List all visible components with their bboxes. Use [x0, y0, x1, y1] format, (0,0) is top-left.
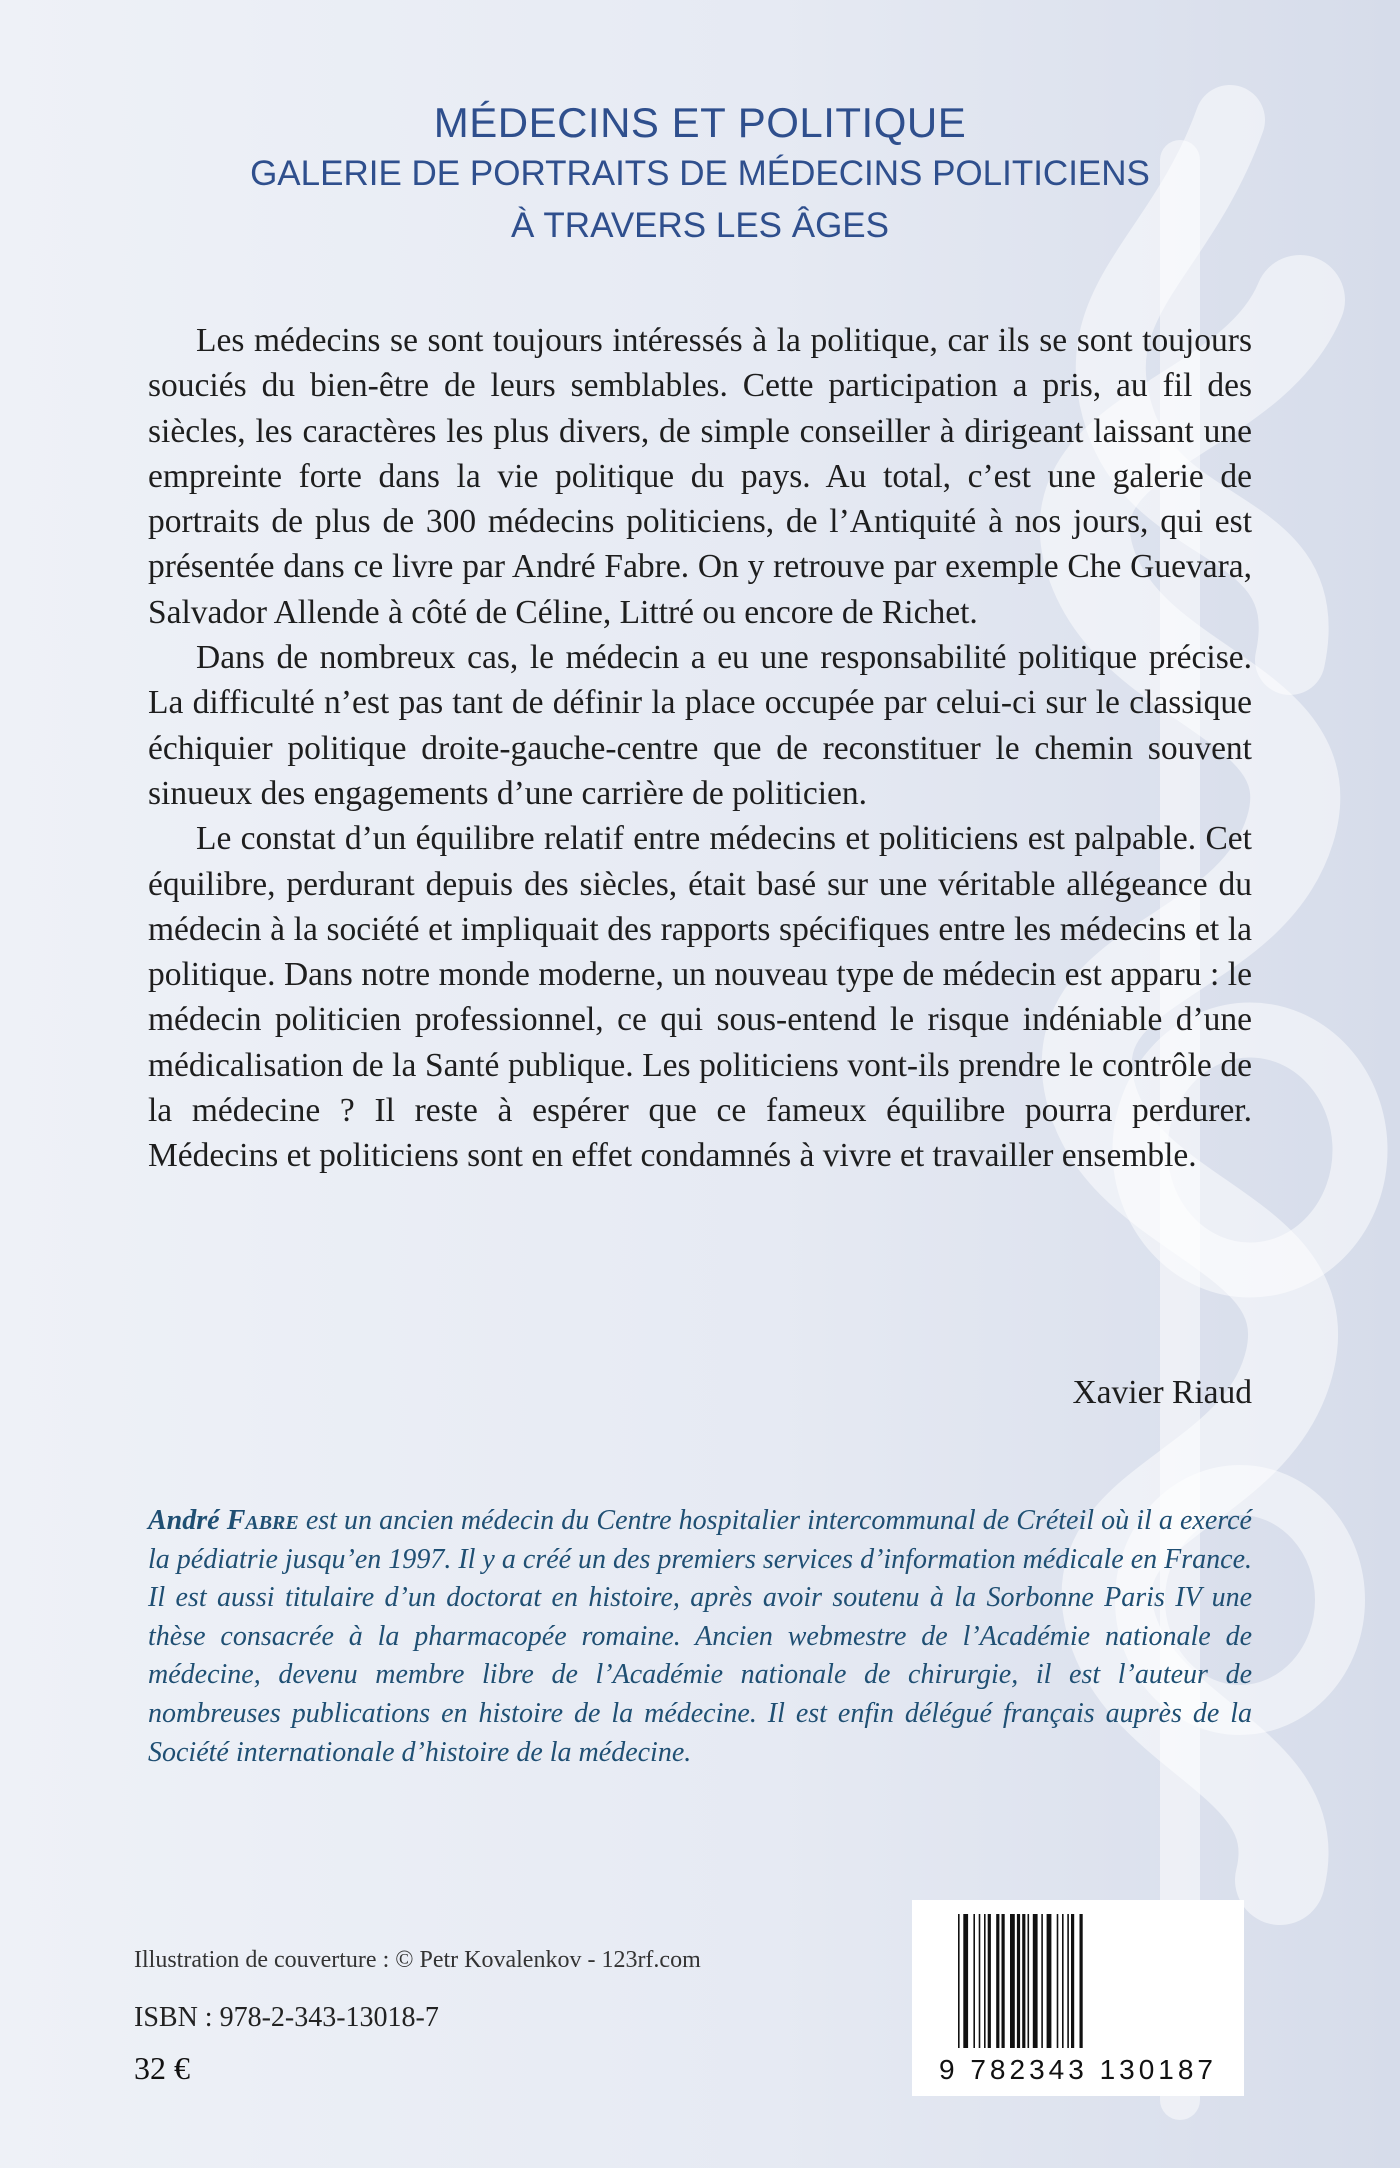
title-block [0, 98, 1400, 252]
barcode-bar [963, 1914, 968, 2048]
barcode-bar [1047, 1914, 1052, 2048]
book-subtitle-line-2: À TRAVERS LES ÂGES [510, 206, 889, 245]
book-title: MÉDECINS ET POLITIQUE [433, 99, 967, 146]
barcode-bar [1028, 1914, 1030, 2048]
author-bio-text: est un ancien médecin du Centre hospitalier intercommunal de Créteil où il a exercé la pédiatrie jusqu’en 1997. Il y a créé un des premiers services d’information médicale en France. Il est aussi titulaire d’un doctorat en histoire, après avoir soutenu à la Sorbonne Paris IV une thèse consacrée à la pharmacopée romaine. Ancien webmestre de l’Académie nationale de médecine, devenu membre libre de l’Académie nationale de chirurgie, il est l’auteur de nombreuses publications en histoire de la médecine. Il est enfin délégué français auprès de la Société internationale d’histoire de la médecine. [148, 1505, 1252, 1768]
barcode-bar [1080, 1914, 1083, 2048]
barcode-bar [958, 1914, 960, 2048]
barcode-bar [1041, 1914, 1043, 2048]
book-subtitle-line-1: GALERIE DE PORTRAITS DE MÉDECINS POLITICIENS [250, 154, 1150, 193]
summary-paragraph-3: Le constat d’un équilibre relatif entre médecins et politiciens est palpable. Cet équilibre, perdurant depuis des siècles, était basé sur une véritable allégeance du médecin à la société et impliquait des rapports spécifiques entre les médecins et la politique. Dans notre monde moderne, un nouveau type de médecin est apparu : le médecin politicien professionnel, ce qui sous-entend le risque indéniable d’une médicalisation de la Santé publique. Les politiciens vont-ils prendre le contrôle de la médecine ? Il reste à espérer que ce fameux équilibre pourra perdurer. Médecins et politiciens sont en effet condamnés à vivre et travailler ensemble. [148, 820, 1252, 1175]
price: 32 € [134, 2050, 190, 2086]
signature: Xavier Riaud [1072, 1374, 1252, 1411]
barcode-bar [1022, 1914, 1025, 2048]
summary-paragraph-1: Les médecins se sont toujours intéressés à la politique, car ils se sont toujours souciés du bien-être de leurs semblables. Cette participation a pris, au fil des siècles, les caractères les plus divers, de simple conseiller à dirigeant laissant une empreinte forte dans la vie politique du pays. Au total, c’est une galerie de portraits de plus de 300 médecins politiciens, de l’Antiquité à nos jours, qui est présentée dans ce livre par André Fabre. On y retrouve par exemple Che Guevara, Salvador Allende à côté de Céline, Littré ou encore de Richet. [148, 322, 1252, 631]
barcode-bar [1057, 1914, 1059, 2048]
barcode-bar [1033, 1914, 1038, 2048]
barcode-bar [996, 1914, 999, 2048]
barcode-bar [984, 1914, 986, 2048]
barcode-number: 9 782343 130187 [939, 2054, 1217, 2085]
cover-credit: Illustration de couverture : © Petr Kovalenkov - 123rf.com [134, 1947, 701, 1973]
barcode [912, 1900, 1244, 2096]
summary-paragraph-2: Dans de nombreux cas, le médecin a eu une responsabilité politique précise. La difficulté n’est pas tant de définir la place occupée par celui-ci sur le classique échiquier politique droite-gauche-centre que de reconstituer le chemin souvent sinueux des engagements d’une carrière de politicien. [148, 639, 1252, 812]
author-bio [148, 1502, 1252, 1772]
summary-text [148, 318, 1252, 1179]
author-first-name: André [148, 1505, 220, 1536]
barcode-bar [1002, 1914, 1005, 2048]
author-last-name: Fabre [226, 1505, 299, 1536]
barcode-bar [1010, 1914, 1015, 2048]
barcode-bar [1017, 1914, 1020, 2048]
barcode-bar [979, 1914, 981, 2048]
barcode-bar [1071, 1914, 1074, 2048]
isbn: ISBN : 978-2-343-13018-7 [134, 2002, 439, 2033]
barcode-bar [1062, 1914, 1064, 2048]
barcode-bar [988, 1914, 991, 2048]
barcode-bar [1067, 1914, 1069, 2048]
barcode-bar [973, 1914, 975, 2048]
